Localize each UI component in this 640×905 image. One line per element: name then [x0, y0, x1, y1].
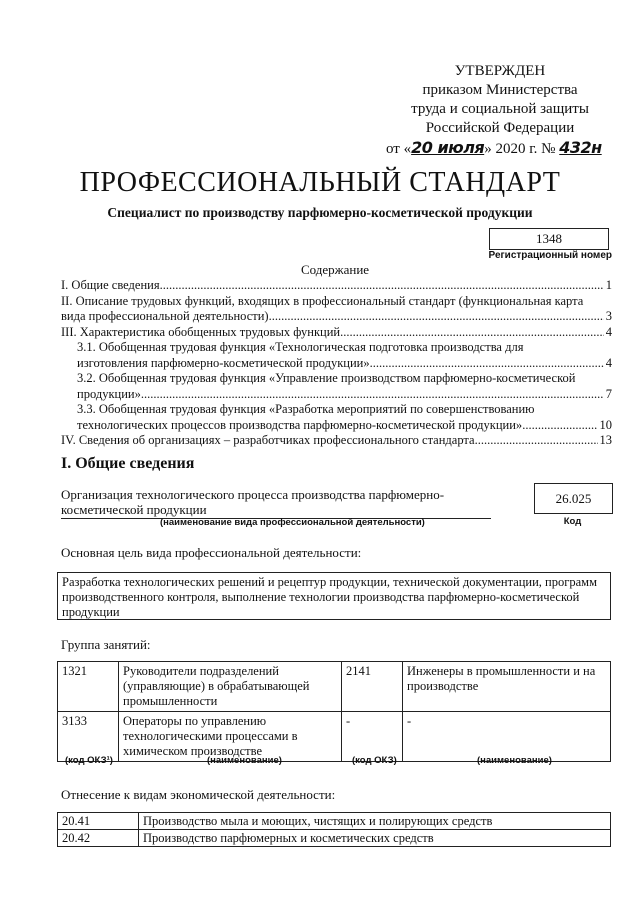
activity-name-caption: (наименование вида профессиональной деятельности)	[160, 517, 425, 528]
approval-date-line: от «20 июля» 2020 г. № 432н	[386, 138, 602, 157]
toc-heading: Содержание	[300, 262, 370, 277]
table-row	[58, 662, 611, 712]
table-row	[58, 712, 611, 762]
toc-entry[interactable]	[61, 433, 612, 449]
toc-entry-page: 13	[599, 433, 612, 447]
occupation-group-table	[57, 661, 611, 762]
date-prefix: от «	[386, 141, 412, 157]
approval-heading: УТВЕРЖДЕН	[454, 63, 546, 79]
toc-entry-text: 3.3. Обобщенная трудовая функция «Разработка мероприятий по совершенствованию	[77, 402, 535, 416]
section-heading: I. Общие сведения	[61, 455, 195, 472]
okved-name-cell: Производство мыла и моющих, чистящих и полирующих средств	[139, 813, 611, 830]
toc-entry[interactable]	[61, 325, 612, 341]
toc-leader	[340, 325, 604, 341]
toc-entry-text-cont: продукции»	[77, 386, 141, 401]
toc-entry-page: 10	[599, 417, 612, 432]
toc-leader	[522, 418, 597, 434]
toc-entry-text: I. Общие сведения	[61, 278, 160, 292]
okz-code-caption: (код ОКЗ¹)	[65, 755, 113, 766]
toc-entry-text-cont: вида профессиональной деятельности)	[61, 309, 269, 323]
occupation-name-caption: (наименование)	[207, 755, 282, 766]
toc-entry-text-cont: технологических процессов производства парфюмерно-косметической продукции»	[77, 417, 523, 432]
table-row	[58, 830, 611, 847]
occupation-name-cell: Руководители подразделений (управляющие) в обрабатывающей промышленности	[119, 662, 342, 712]
toc-entry-page: 4	[605, 355, 612, 370]
occupation-name-cell: Операторы по управлению технологическими процессами в химическом производстве	[119, 712, 342, 762]
occupation-group-label: Группа занятий:	[61, 637, 151, 652]
toc-entry-page: 3	[605, 309, 612, 323]
economic-activity-label: Отнесение к видам экономической деятельности:	[61, 787, 336, 802]
toc-entry[interactable]	[61, 371, 612, 402]
okz-code-caption: (код ОКЗ)	[352, 755, 397, 766]
approval-order-line: приказом Министерства	[422, 82, 578, 98]
toc-entry[interactable]	[61, 340, 612, 371]
toc-entry-text: 3.2. Обобщенная трудовая функция «Управление производством парфюмерно-косметической	[77, 371, 576, 385]
okved-code-cell: 20.42	[58, 830, 139, 847]
okz-code-cell: 3133	[58, 712, 119, 762]
okz-code-cell: -	[342, 712, 403, 762]
toc-leader	[370, 356, 604, 372]
approval-block	[380, 62, 620, 159]
toc-entry-page: 1	[605, 278, 612, 292]
toc-entry-text: II. Описание трудовых функций, входящих в профессиональный стандарт (функциональная карта	[61, 293, 584, 308]
approval-country-line: Российской Федерации	[425, 120, 575, 136]
document-subtitle: Специалист по производству парфюмерно-косметической продукции	[107, 205, 533, 220]
toc-leader	[160, 278, 604, 294]
okz-code-cell: 1321	[58, 662, 119, 712]
registration-number-box: 1348	[489, 228, 609, 250]
handwritten-order-number: 432н	[559, 138, 602, 157]
toc-entry[interactable]	[61, 278, 612, 294]
goal-label: Основная цель вида профессиональной деятельности:	[61, 545, 362, 560]
occupation-name-caption: (наименование)	[477, 755, 552, 766]
occupation-name-cell: Инженеры в промышленности и на производстве	[403, 662, 611, 712]
okved-name-cell: Производство парфюмерных и косметических средств	[139, 830, 611, 847]
toc-entry-text: III. Характеристика обобщенных трудовых функций	[61, 324, 341, 339]
goal-text-box: Разработка технологических решений и рецептур продукции, технической документации, программ производственного контроля, выполнение технологии производства парфюмерно-косметической продукции	[57, 572, 611, 620]
okved-code-cell: 20.41	[58, 813, 139, 830]
okz-code-cell: 2141	[342, 662, 403, 712]
toc-entry-text-cont: изготовления парфюмерно-косметической продукции»	[77, 355, 370, 370]
toc-entry-text: IV. Сведения об организациях – разработчиках профессионального стандарта	[61, 433, 475, 447]
toc-entry-page: 7	[605, 386, 612, 401]
toc-leader	[141, 387, 604, 403]
toc-entry-text: 3.1. Обобщенная трудовая функция «Технологическая подготовка производства для	[77, 340, 524, 354]
toc-leader	[475, 433, 598, 449]
economic-activity-table	[57, 812, 611, 847]
occupation-name-cell: -	[403, 712, 611, 762]
toc-entry[interactable]	[61, 402, 612, 433]
activity-code-box: 26.025	[534, 483, 613, 514]
approval-ministry-line: труда и социальной защиты	[411, 101, 589, 117]
toc-entry-page: 4	[605, 324, 612, 339]
handwritten-date: 20 июля	[411, 138, 485, 157]
table-of-contents	[61, 278, 612, 449]
toc-leader	[269, 309, 604, 325]
document-title: ПРОФЕССИОНАЛЬНЫЙ СТАНДАРТ	[79, 167, 561, 198]
activity-code-caption: Код	[563, 516, 582, 527]
activity-name: Организация технологического процесса производства парфюмерно-косметической продукции	[61, 487, 491, 519]
registration-number-caption: Регистрационный номер	[488, 250, 612, 261]
date-suffix: 2020 г. №	[495, 141, 556, 157]
toc-entry[interactable]	[61, 294, 612, 325]
table-row	[58, 813, 611, 830]
